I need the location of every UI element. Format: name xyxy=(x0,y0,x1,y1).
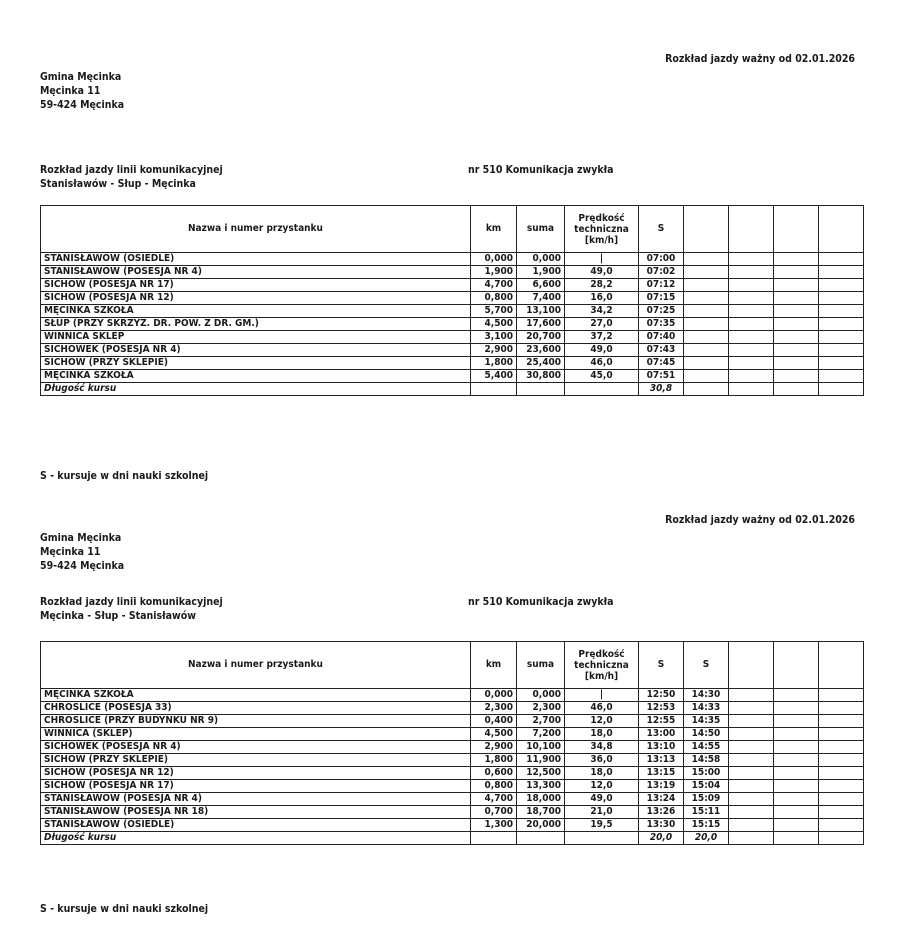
stop-sum: 12,500 xyxy=(517,767,565,780)
header-course-2: S xyxy=(684,642,729,689)
header-empty xyxy=(819,642,864,689)
empty-cell xyxy=(684,318,729,331)
departure-time: 14:30 xyxy=(684,689,729,702)
empty-cell xyxy=(729,279,774,292)
stop-sum: 7,200 xyxy=(517,728,565,741)
departure-time: 13:13 xyxy=(639,754,684,767)
empty-cell xyxy=(819,728,864,741)
header-km: km xyxy=(471,642,517,689)
stop-sum: 25,400 xyxy=(517,357,565,370)
empty-cell xyxy=(684,344,729,357)
stop-sum: 17,600 xyxy=(517,318,565,331)
validity-date: Rozkład jazdy ważny od 02.01.2026 xyxy=(665,53,855,65)
empty-cell xyxy=(729,728,774,741)
table-row xyxy=(41,689,864,702)
departure-time: 07:43 xyxy=(639,344,684,357)
line-info: nr 510 Komunikacja zwykła xyxy=(468,164,614,176)
table-row xyxy=(41,331,864,344)
stop-name: STANISŁAWÓW (OSIEDLE) xyxy=(41,253,471,266)
stop-km: 2,900 xyxy=(471,344,517,357)
header-empty xyxy=(774,206,819,253)
stop-speed: 28,2 xyxy=(565,279,639,292)
header-empty xyxy=(774,642,819,689)
header-stop-name: Nazwa i numer przystanku xyxy=(41,206,471,253)
departure-time: 12:53 xyxy=(639,702,684,715)
stop-name: WINNICA (SKLEP) xyxy=(41,728,471,741)
stop-speed: 18,0 xyxy=(565,767,639,780)
stop-km: 5,700 xyxy=(471,305,517,318)
empty-cell xyxy=(729,780,774,793)
empty-cell xyxy=(729,344,774,357)
table-row xyxy=(41,370,864,383)
empty-cell xyxy=(774,266,819,279)
departure-time: 13:15 xyxy=(639,767,684,780)
stop-speed: 37,2 xyxy=(565,331,639,344)
empty-cell xyxy=(819,832,864,845)
departure-time: 15:11 xyxy=(684,806,729,819)
empty-cell xyxy=(729,754,774,767)
empty-cell xyxy=(819,279,864,292)
empty-cell xyxy=(684,331,729,344)
table-row xyxy=(41,253,864,266)
total-row xyxy=(41,383,864,396)
stop-name: WINNICA SKLEP xyxy=(41,331,471,344)
header-empty xyxy=(729,642,774,689)
stop-speed: 34,8 xyxy=(565,741,639,754)
route-name: Męcinka - Słup - Stanisławów xyxy=(40,610,196,622)
empty-cell xyxy=(684,253,729,266)
legend-2: S - kursuje w dni nauki szkolnej xyxy=(40,903,209,915)
total-label: Długość kursu xyxy=(41,383,471,396)
stop-km: 1,800 xyxy=(471,357,517,370)
timetable-2 xyxy=(40,641,864,845)
stop-speed: | xyxy=(565,689,639,702)
empty-cell xyxy=(729,331,774,344)
header-speed: Prędkość techniczna [km/h] xyxy=(565,206,639,253)
stop-km: 5,400 xyxy=(471,370,517,383)
departure-time: 14:58 xyxy=(684,754,729,767)
stop-km: 1,300 xyxy=(471,819,517,832)
stop-km: 4,500 xyxy=(471,318,517,331)
empty-cell xyxy=(819,318,864,331)
empty-cell xyxy=(729,793,774,806)
stop-speed: 16,0 xyxy=(565,292,639,305)
empty-cell xyxy=(471,832,517,845)
header-speed: Prędkość techniczna [km/h] xyxy=(565,642,639,689)
stop-km: 4,700 xyxy=(471,279,517,292)
schedule-heading-2 xyxy=(40,595,223,623)
empty-cell xyxy=(774,780,819,793)
office-postal: 59-424 Męcinka xyxy=(40,99,125,111)
departure-time: 07:40 xyxy=(639,331,684,344)
departure-time: 12:50 xyxy=(639,689,684,702)
empty-cell xyxy=(819,780,864,793)
stop-name: SICHÓW (PRZY SKLEPIE) xyxy=(41,754,471,767)
empty-cell xyxy=(819,370,864,383)
stop-speed: 21,0 xyxy=(565,806,639,819)
stop-sum: 0,000 xyxy=(517,253,565,266)
stop-speed: | xyxy=(565,253,639,266)
stop-km: 0,000 xyxy=(471,689,517,702)
stop-sum: 6,600 xyxy=(517,279,565,292)
schedule-title: Rozkład jazdy linii komunikacyjnej xyxy=(40,596,223,608)
stop-km: 1,800 xyxy=(471,754,517,767)
empty-cell xyxy=(819,266,864,279)
empty-cell xyxy=(729,292,774,305)
departure-time: 07:25 xyxy=(639,305,684,318)
departure-time: 13:26 xyxy=(639,806,684,819)
stop-speed: 49,0 xyxy=(565,344,639,357)
header-course-1: S xyxy=(639,642,684,689)
office-postal: 59-424 Męcinka xyxy=(40,560,125,572)
stop-sum: 7,400 xyxy=(517,292,565,305)
table-row xyxy=(41,715,864,728)
header-empty xyxy=(729,206,774,253)
departure-time: 07:00 xyxy=(639,253,684,266)
stop-km: 2,300 xyxy=(471,702,517,715)
empty-cell xyxy=(819,819,864,832)
stop-name: MĘCINKA SZKOŁA xyxy=(41,370,471,383)
stop-km: 0,700 xyxy=(471,806,517,819)
empty-cell xyxy=(774,819,819,832)
departure-time: 15:09 xyxy=(684,793,729,806)
empty-cell xyxy=(819,331,864,344)
office-name: Gmina Męcinka xyxy=(40,532,122,544)
stop-speed: 27,0 xyxy=(565,318,639,331)
empty-cell xyxy=(774,383,819,396)
empty-cell xyxy=(819,305,864,318)
empty-cell xyxy=(729,806,774,819)
departure-time: 14:35 xyxy=(684,715,729,728)
office-address xyxy=(40,70,124,112)
table-row xyxy=(41,806,864,819)
empty-cell xyxy=(819,357,864,370)
empty-cell xyxy=(684,305,729,318)
office-street: Męcinka 11 xyxy=(40,85,101,97)
stop-km: 4,700 xyxy=(471,793,517,806)
stop-name: SICHÓWEK (POSESJA NR 4) xyxy=(41,344,471,357)
office-address-2 xyxy=(40,531,124,573)
stop-sum: 1,900 xyxy=(517,266,565,279)
empty-cell xyxy=(819,741,864,754)
stop-name: SICHÓW (POSESJA NR 12) xyxy=(41,767,471,780)
table-row xyxy=(41,819,864,832)
header-sum: suma xyxy=(517,642,565,689)
stop-speed: 49,0 xyxy=(565,793,639,806)
stop-km: 0,000 xyxy=(471,253,517,266)
header-stop-name: Nazwa i numer przystanku xyxy=(41,642,471,689)
table-row xyxy=(41,318,864,331)
stop-name: STANISŁAWÓW (POSESJA NR 18) xyxy=(41,806,471,819)
stop-name: STANISŁAWÓW (POSESJA NR 4) xyxy=(41,793,471,806)
schedule-heading xyxy=(40,163,223,191)
stop-sum: 20,000 xyxy=(517,819,565,832)
stop-sum: 18,000 xyxy=(517,793,565,806)
stop-name: STANISŁAWÓW (OSIEDLE) xyxy=(41,819,471,832)
schedule-title: Rozkład jazdy linii komunikacyjnej xyxy=(40,164,223,176)
table-row xyxy=(41,741,864,754)
stop-name: MĘCINKA SZKOŁA xyxy=(41,305,471,318)
empty-cell xyxy=(819,702,864,715)
departure-time: 12:55 xyxy=(639,715,684,728)
empty-cell xyxy=(517,832,565,845)
stop-sum: 13,300 xyxy=(517,780,565,793)
stop-name: MĘCINKA SZKOŁA xyxy=(41,689,471,702)
stop-sum: 10,100 xyxy=(517,741,565,754)
table-row xyxy=(41,357,864,370)
empty-cell xyxy=(774,754,819,767)
stop-name: SICHÓW (POSESJA NR 17) xyxy=(41,780,471,793)
stop-km: 0,800 xyxy=(471,780,517,793)
empty-cell xyxy=(774,279,819,292)
empty-cell xyxy=(729,832,774,845)
table-row xyxy=(41,728,864,741)
empty-cell xyxy=(819,344,864,357)
stop-sum: 18,700 xyxy=(517,806,565,819)
empty-cell xyxy=(729,383,774,396)
empty-cell xyxy=(819,793,864,806)
empty-cell xyxy=(774,702,819,715)
stop-sum: 0,000 xyxy=(517,689,565,702)
empty-cell xyxy=(819,754,864,767)
table-row xyxy=(41,754,864,767)
empty-cell xyxy=(819,767,864,780)
stop-sum: 23,600 xyxy=(517,344,565,357)
departure-time: 07:12 xyxy=(639,279,684,292)
departure-time: 14:33 xyxy=(684,702,729,715)
empty-cell xyxy=(729,689,774,702)
table-row xyxy=(41,266,864,279)
stop-name: SICHÓW (POSESJA NR 17) xyxy=(41,279,471,292)
stop-name: SICHÓWEK (POSESJA NR 4) xyxy=(41,741,471,754)
empty-cell xyxy=(729,266,774,279)
office-street: Męcinka 11 xyxy=(40,546,101,558)
stop-name: CHROŚLICE (PRZY BUDYNKU NR 9) xyxy=(41,715,471,728)
table-row xyxy=(41,780,864,793)
empty-cell xyxy=(774,253,819,266)
stop-speed: 34,2 xyxy=(565,305,639,318)
stop-km: 0,600 xyxy=(471,767,517,780)
empty-cell xyxy=(684,370,729,383)
empty-cell xyxy=(729,370,774,383)
departure-time: 13:30 xyxy=(639,819,684,832)
empty-cell xyxy=(684,383,729,396)
total-row xyxy=(41,832,864,845)
total-length: 30,8 xyxy=(639,383,684,396)
empty-cell xyxy=(729,253,774,266)
departure-time: 13:00 xyxy=(639,728,684,741)
empty-cell xyxy=(819,689,864,702)
departure-time: 07:15 xyxy=(639,292,684,305)
departure-time: 14:50 xyxy=(684,728,729,741)
departure-time: 07:02 xyxy=(639,266,684,279)
departure-time: 13:19 xyxy=(639,780,684,793)
departure-time: 15:15 xyxy=(684,819,729,832)
empty-cell xyxy=(684,279,729,292)
empty-cell xyxy=(729,305,774,318)
total-label: Długość kursu xyxy=(41,832,471,845)
empty-cell xyxy=(774,806,819,819)
empty-cell xyxy=(774,370,819,383)
empty-cell xyxy=(774,318,819,331)
stop-speed: 19,5 xyxy=(565,819,639,832)
stop-km: 0,400 xyxy=(471,715,517,728)
route-name: Stanisławów - Słup - Męcinka xyxy=(40,178,196,190)
empty-cell xyxy=(565,383,639,396)
table-row xyxy=(41,279,864,292)
empty-cell xyxy=(471,383,517,396)
departure-time: 15:00 xyxy=(684,767,729,780)
office-name: Gmina Męcinka xyxy=(40,71,122,83)
stop-sum: 13,100 xyxy=(517,305,565,318)
stop-km: 4,500 xyxy=(471,728,517,741)
departure-time: 07:35 xyxy=(639,318,684,331)
empty-cell xyxy=(774,767,819,780)
empty-cell xyxy=(774,832,819,845)
total-length: 20,0 xyxy=(639,832,684,845)
stop-name: SICHÓW (POSESJA NR 12) xyxy=(41,292,471,305)
stop-name: STANISŁAWÓW (POSESJA NR 4) xyxy=(41,266,471,279)
stop-sum: 30,800 xyxy=(517,370,565,383)
empty-cell xyxy=(729,702,774,715)
table-row xyxy=(41,702,864,715)
empty-cell xyxy=(774,741,819,754)
stop-speed: 45,0 xyxy=(565,370,639,383)
timetable-1 xyxy=(40,205,864,396)
stop-speed: 46,0 xyxy=(565,357,639,370)
stop-name: SŁUP (PRZY SKRZYŻ. DR. POW. Z DR. GM.) xyxy=(41,318,471,331)
empty-cell xyxy=(819,383,864,396)
table-header xyxy=(41,642,864,689)
departure-time: 15:04 xyxy=(684,780,729,793)
empty-cell xyxy=(729,357,774,370)
table-row xyxy=(41,344,864,357)
stop-sum: 11,900 xyxy=(517,754,565,767)
validity-date-2: Rozkład jazdy ważny od 02.01.2026 xyxy=(665,514,855,526)
empty-cell xyxy=(684,266,729,279)
empty-cell xyxy=(729,741,774,754)
departure-time: 13:24 xyxy=(639,793,684,806)
empty-cell xyxy=(774,728,819,741)
empty-cell xyxy=(774,357,819,370)
empty-cell xyxy=(684,292,729,305)
header-empty xyxy=(684,206,729,253)
departure-time: 07:45 xyxy=(639,357,684,370)
line-info-2: nr 510 Komunikacja zwykła xyxy=(468,596,614,608)
empty-cell xyxy=(819,292,864,305)
departure-time: 13:10 xyxy=(639,741,684,754)
empty-cell xyxy=(774,292,819,305)
empty-cell xyxy=(774,689,819,702)
stop-sum: 2,300 xyxy=(517,702,565,715)
stop-speed: 12,0 xyxy=(565,715,639,728)
header-empty xyxy=(819,206,864,253)
empty-cell xyxy=(774,331,819,344)
stop-name: SICHÓW (PRZY SKLEPIE) xyxy=(41,357,471,370)
empty-cell xyxy=(819,253,864,266)
empty-cell xyxy=(774,344,819,357)
legend-1: S - kursuje w dni nauki szkolnej xyxy=(40,470,209,482)
stop-km: 3,100 xyxy=(471,331,517,344)
empty-cell xyxy=(774,305,819,318)
empty-cell xyxy=(684,357,729,370)
total-length: 20,0 xyxy=(684,832,729,845)
empty-cell xyxy=(565,832,639,845)
stop-speed: 12,0 xyxy=(565,780,639,793)
stop-km: 1,900 xyxy=(471,266,517,279)
empty-cell xyxy=(729,767,774,780)
header-km: km xyxy=(471,206,517,253)
stop-speed: 46,0 xyxy=(565,702,639,715)
stop-km: 2,900 xyxy=(471,741,517,754)
table-row xyxy=(41,793,864,806)
empty-cell xyxy=(819,806,864,819)
empty-cell xyxy=(729,715,774,728)
table-row xyxy=(41,292,864,305)
stop-speed: 18,0 xyxy=(565,728,639,741)
stop-speed: 36,0 xyxy=(565,754,639,767)
header-course-1: S xyxy=(639,206,684,253)
empty-cell xyxy=(729,318,774,331)
stop-speed: 49,0 xyxy=(565,266,639,279)
empty-cell xyxy=(517,383,565,396)
header-sum: suma xyxy=(517,206,565,253)
table-row xyxy=(41,305,864,318)
table-row xyxy=(41,767,864,780)
empty-cell xyxy=(819,715,864,728)
stop-km: 0,800 xyxy=(471,292,517,305)
empty-cell xyxy=(774,793,819,806)
stop-sum: 2,700 xyxy=(517,715,565,728)
empty-cell xyxy=(774,715,819,728)
stop-sum: 20,700 xyxy=(517,331,565,344)
table-header xyxy=(41,206,864,253)
departure-time: 07:51 xyxy=(639,370,684,383)
empty-cell xyxy=(729,819,774,832)
departure-time: 14:55 xyxy=(684,741,729,754)
stop-name: CHROŚLICE (POSESJA 33) xyxy=(41,702,471,715)
